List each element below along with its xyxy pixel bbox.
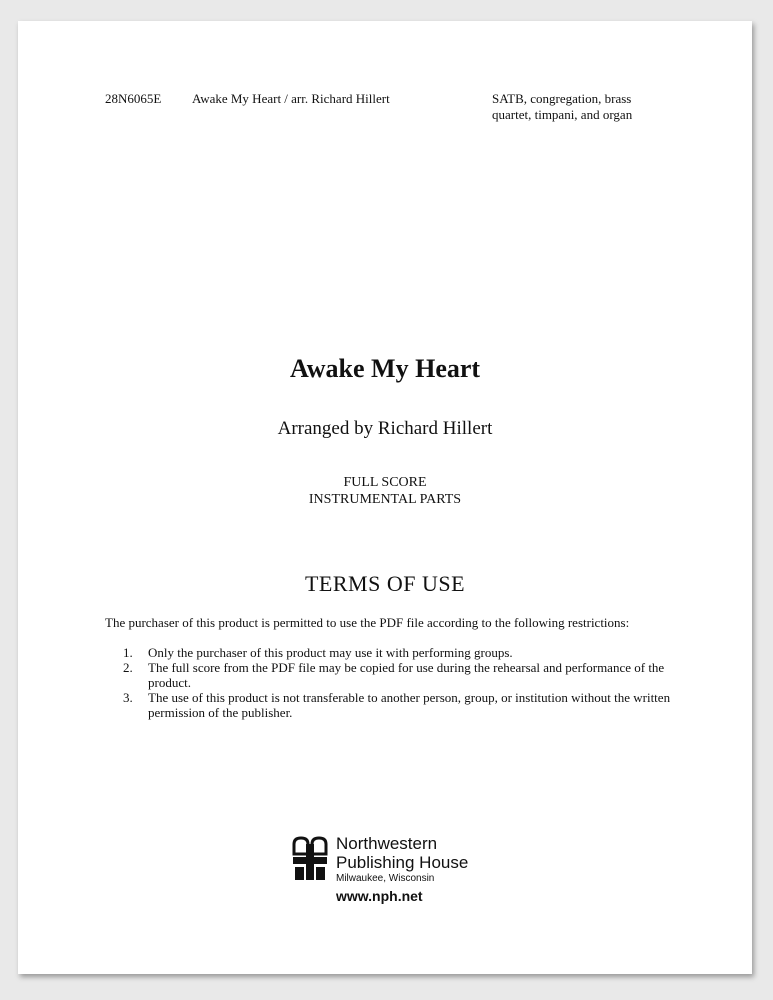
terms-item-text: Only the purchaser of this product may use it with performing groups. xyxy=(148,645,513,660)
product-code: 28N6065E xyxy=(105,91,162,106)
terms-item xyxy=(123,645,673,660)
part-full-score: FULL SCORE xyxy=(343,475,427,490)
voicing xyxy=(492,91,682,123)
publisher-logo xyxy=(292,834,492,934)
publisher-url: www.nph.net xyxy=(336,888,423,904)
terms-item-number: 2. xyxy=(123,660,133,675)
arranger: Arranged by Richard Hillert xyxy=(277,418,493,439)
terms-item xyxy=(123,660,673,690)
header-title: Awake My Heart / arr. Richard Hillert xyxy=(192,91,390,106)
terms-item xyxy=(123,690,673,720)
document-title: Awake My Heart xyxy=(289,354,481,383)
publisher-name-line-1: Northwestern xyxy=(336,834,438,853)
terms-item-text: The use of this product is not transferable to another person, group, or institution without the written permission of the publisher. xyxy=(148,690,671,720)
terms-item-number: 3. xyxy=(123,690,133,705)
part-instrumental: INSTRUMENTAL PARTS xyxy=(308,492,462,507)
terms-intro: The purchaser of this product is permitted to use the PDF file according to the following restrictions: xyxy=(105,615,630,630)
publisher-city: Milwaukee, Wisconsin xyxy=(336,873,435,884)
publisher-name-line-2: Publishing House xyxy=(336,853,469,872)
parts-list xyxy=(18,474,752,508)
terms-list xyxy=(123,645,673,720)
terms-item-text: The full score from the PDF file may be copied for use during the rehearsal and performance of the product. xyxy=(148,660,665,690)
voicing-line-1: SATB, congregation, brass xyxy=(492,91,632,106)
terms-item-number: 1. xyxy=(123,645,133,660)
terms-heading: TERMS OF USE xyxy=(304,571,466,596)
voicing-line-2: quartet, timpani, and organ xyxy=(492,107,633,122)
document-page xyxy=(18,21,752,974)
nph-cross-logo-icon xyxy=(292,836,328,882)
publisher-name xyxy=(336,834,468,872)
